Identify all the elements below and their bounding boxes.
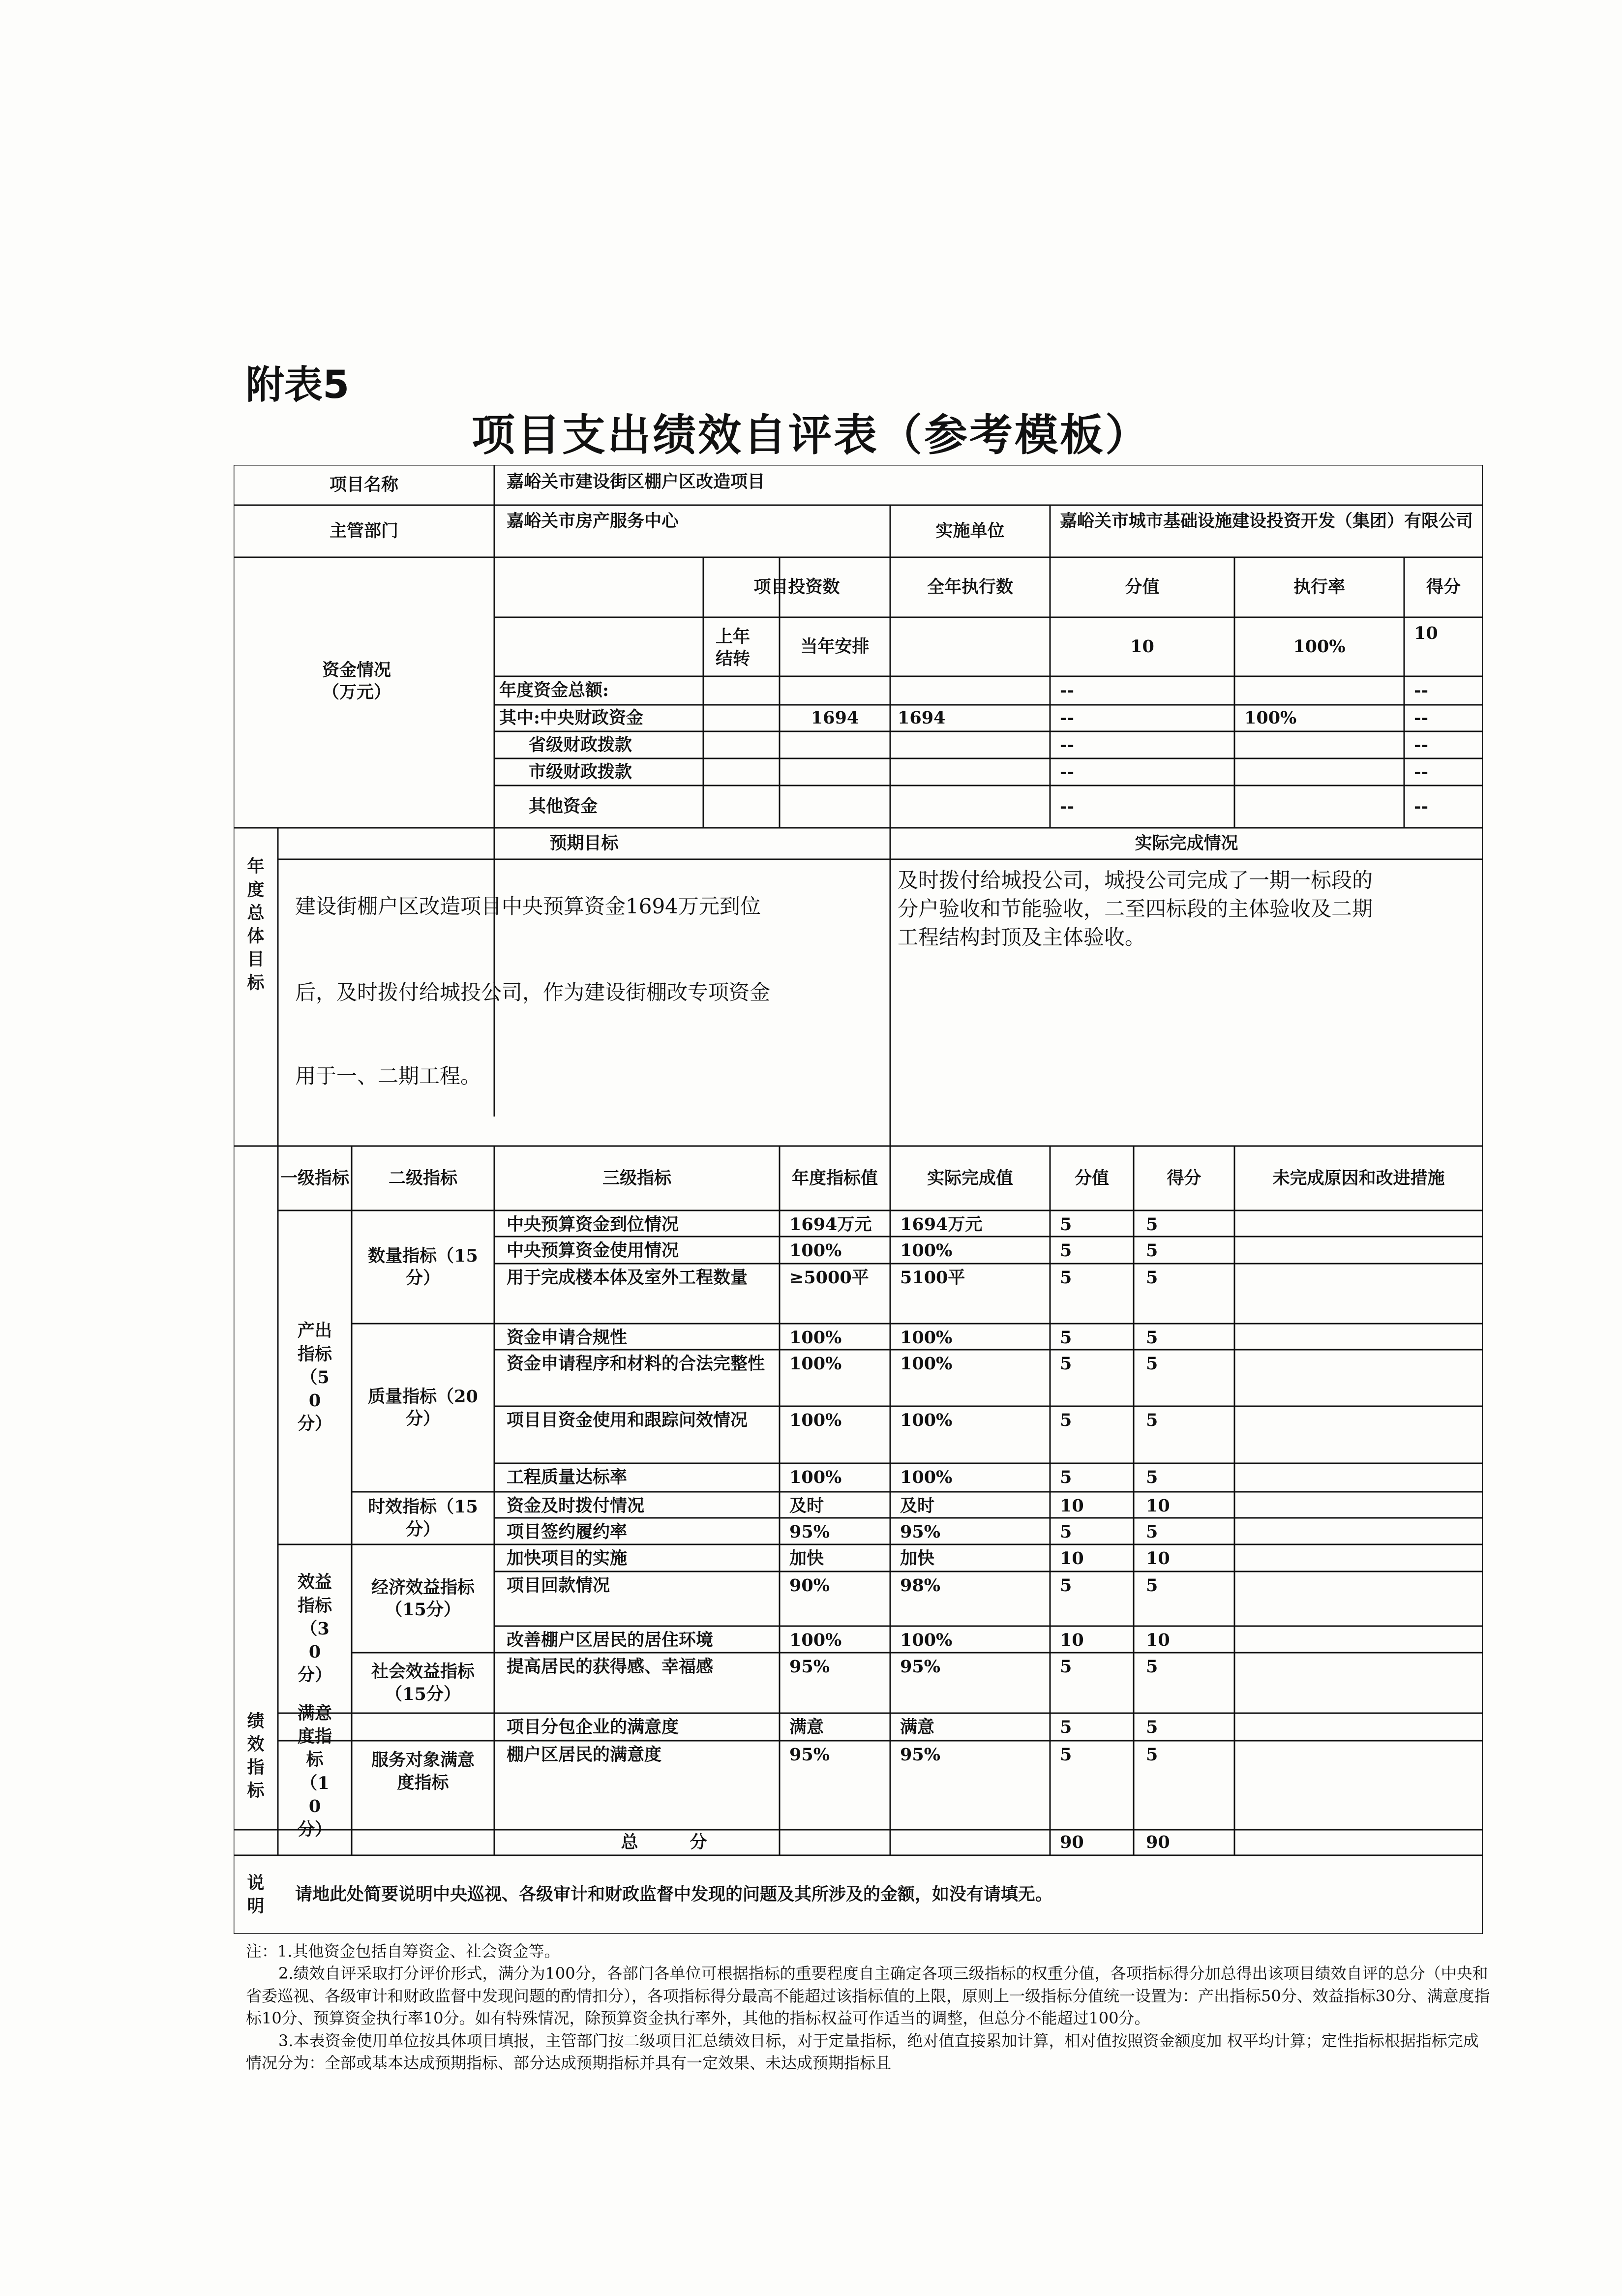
remark-label-text: 说明 bbox=[247, 1873, 265, 1916]
perf-row-actual: 95% bbox=[900, 1745, 940, 1765]
perf-row-got: 5 bbox=[1146, 1467, 1158, 1487]
level1-benefit bbox=[295, 1544, 334, 1713]
funds-col-got: 得分 bbox=[1426, 577, 1461, 598]
perf-row-score: 5 bbox=[1060, 1575, 1072, 1596]
goals-expected-label: 预期目标 bbox=[549, 833, 619, 854]
perf-row-score: 10 bbox=[1060, 1548, 1084, 1569]
perf-row-name: 资金申请合规性 bbox=[507, 1328, 628, 1348]
perf-row-score: 10 bbox=[1060, 1630, 1084, 1650]
perf-row-actual: 95% bbox=[900, 1522, 940, 1542]
perf-row-target: 90% bbox=[789, 1575, 830, 1596]
perf-row-got: 10 bbox=[1146, 1496, 1170, 1516]
perf-row-name: 提高居民的获得感、幸福感 bbox=[507, 1657, 714, 1677]
perf-header: 一级指标 bbox=[280, 1168, 349, 1188]
funds-row-rate: 100% bbox=[1244, 708, 1297, 728]
funds-row-rate bbox=[1244, 731, 1392, 758]
perf-label-text: 绩效指标 bbox=[247, 1711, 265, 1801]
perf-row-score: 5 bbox=[1060, 1410, 1072, 1430]
note-1: 注：1.其他资金包括自筹资金、社会资金等。 bbox=[246, 1942, 560, 1961]
funds-score-total: 10 bbox=[1130, 636, 1154, 657]
funds-row-label: 年度资金总额: bbox=[499, 680, 609, 701]
goals-expected-line: 后，及时拨付给城投公司，作为建设街棚改专项资金 bbox=[295, 980, 771, 1004]
funds-col-rate: 执行率 bbox=[1293, 577, 1345, 598]
perf-row-score: 5 bbox=[1060, 1467, 1072, 1487]
perf-row-target: 100% bbox=[789, 1630, 842, 1650]
dept-label: 主管部门 bbox=[329, 521, 398, 542]
perf-row-target: 100% bbox=[789, 1410, 842, 1430]
funds-row-score: -- bbox=[1060, 734, 1075, 755]
perf-row-target: 100% bbox=[789, 1467, 842, 1487]
perf-row-target: 满意 bbox=[789, 1717, 824, 1737]
perf-row-score: 5 bbox=[1060, 1657, 1072, 1677]
perf-row-actual: 100% bbox=[900, 1328, 953, 1348]
perf-row-target: 及时 bbox=[789, 1496, 824, 1516]
funds-row-score: -- bbox=[1060, 680, 1075, 701]
level2-timeliness: 时效指标（15分） bbox=[368, 1497, 478, 1540]
funds-got-total: 10 bbox=[1414, 623, 1438, 643]
notes bbox=[246, 1940, 1490, 2075]
level2-economic: 经济效益指标（15分） bbox=[371, 1577, 475, 1620]
funds-col-score: 分值 bbox=[1125, 577, 1160, 598]
perf-row-actual: 98% bbox=[900, 1575, 940, 1596]
level2-quality: 质量指标（20分） bbox=[368, 1386, 478, 1429]
perf-row-target: 100% bbox=[789, 1328, 842, 1348]
total-label: 总 分 bbox=[621, 1832, 707, 1853]
level1-satisfaction bbox=[295, 1703, 334, 1840]
perf-row-got: 5 bbox=[1146, 1410, 1158, 1430]
perf-row-target: 95% bbox=[789, 1657, 830, 1677]
goals-actual-line: 及时拨付给城投公司，城投公司完成了一期一标段的 bbox=[898, 868, 1373, 892]
perf-row-name: 工程质量达标率 bbox=[507, 1467, 628, 1487]
perf-row-actual: 100% bbox=[900, 1354, 953, 1374]
perf-row-actual: 满意 bbox=[900, 1717, 935, 1737]
goals-label-text: 年度总体目标 bbox=[247, 856, 265, 993]
funds-row-label: 市级财政拨款 bbox=[529, 761, 632, 782]
perf-row-name: 中央预算资金到位情况 bbox=[507, 1214, 679, 1235]
funds-row-got: -- bbox=[1414, 761, 1429, 782]
funds-col-exec: 全年执行数 bbox=[927, 577, 1013, 598]
funds-col-invest: 项目投资数 bbox=[753, 577, 840, 598]
funds-row-cur bbox=[780, 676, 890, 705]
perf-row-score: 5 bbox=[1060, 1354, 1072, 1374]
goals-actual-label: 实际完成情况 bbox=[1135, 833, 1238, 854]
funds-row-score: -- bbox=[1060, 796, 1075, 817]
perf-row-name: 项目回款情况 bbox=[507, 1575, 610, 1596]
funds-label: 资金情况（万元） bbox=[322, 660, 391, 702]
project-name-value: 嘉峪关市建设街区棚户区改造项目 bbox=[507, 472, 765, 492]
perf-row-target: 加快 bbox=[789, 1548, 824, 1569]
funds-row-exec bbox=[898, 785, 1045, 828]
perf-label bbox=[236, 1694, 275, 1817]
funds-row-cur bbox=[780, 731, 890, 758]
funds-row-prev bbox=[703, 705, 780, 731]
funds-rate-total: 100% bbox=[1293, 636, 1346, 657]
perf-row-got: 5 bbox=[1146, 1575, 1158, 1596]
perf-row-got: 5 bbox=[1146, 1268, 1158, 1288]
project-name-label: 项目名称 bbox=[329, 475, 398, 495]
perf-header: 三级指标 bbox=[602, 1168, 671, 1188]
perf-row-got: 10 bbox=[1146, 1630, 1170, 1650]
funds-row-score: -- bbox=[1060, 761, 1075, 782]
perf-row-name: 项目签约履约率 bbox=[507, 1522, 628, 1542]
remark-text: 请地此处简要说明中央巡视、各级审计和财政监督中发现的问题及其所涉及的金额，如没有请填无。 bbox=[295, 1884, 1053, 1905]
perf-row-target: 95% bbox=[789, 1745, 830, 1765]
total-score: 90 bbox=[1060, 1832, 1084, 1853]
funds-row-exec bbox=[898, 676, 1045, 705]
perf-header: 得分 bbox=[1167, 1168, 1201, 1188]
perf-header: 未完成原因和改进措施 bbox=[1272, 1168, 1445, 1188]
funds-row-rate bbox=[1244, 676, 1392, 705]
perf-row-target: 1694万元 bbox=[789, 1214, 872, 1235]
perf-row-got: 5 bbox=[1146, 1328, 1158, 1348]
unit-value: 嘉峪关市城市基础设施建设投资开发（集团）有限公司 bbox=[1060, 511, 1473, 531]
perf-row-target: ≥5000平 bbox=[789, 1268, 869, 1288]
funds-row-cur bbox=[780, 785, 890, 828]
funds-row-rate bbox=[1244, 758, 1392, 785]
funds-sub-prev: 上年结转 bbox=[715, 626, 750, 669]
level1-output-text: 产出指标（50分） bbox=[298, 1321, 332, 1434]
funds-row-prev bbox=[703, 731, 780, 758]
perf-row-target: 100% bbox=[789, 1354, 842, 1374]
goals-actual-line: 工程结构封顶及主体验收。 bbox=[898, 925, 1146, 949]
funds-row-label: 省级财政拨款 bbox=[529, 734, 632, 755]
perf-row-actual: 1694万元 bbox=[900, 1214, 983, 1235]
perf-row-actual: 加快 bbox=[900, 1548, 935, 1569]
perf-row-score: 5 bbox=[1060, 1522, 1072, 1542]
perf-row-got: 5 bbox=[1146, 1717, 1158, 1737]
perf-row-got: 5 bbox=[1146, 1240, 1158, 1261]
perf-row-score: 5 bbox=[1060, 1717, 1072, 1737]
level2-social: 社会效益指标（15分） bbox=[371, 1662, 475, 1704]
page-title: 项目支出绩效自评表（参考模板） bbox=[471, 409, 1150, 460]
funds-row-exec bbox=[898, 758, 1045, 785]
perf-row-name: 中央预算资金使用情况 bbox=[507, 1240, 679, 1261]
funds-row-got: -- bbox=[1414, 796, 1429, 817]
note-3: 3.本表资金使用单位按具体项目填报，主管部门按二级项目汇总绩效目标，对于定量指标，绝对值直接累加计算，相对值按照资金额度加 权平均计算；定性指标根据指标完成情况分为：全部或基本达成预期指标、部分达成预期指标并具有一定效果、未达成预期指标且 bbox=[246, 2031, 1479, 2073]
dept-value: 嘉峪关市房产服务中心 bbox=[507, 511, 679, 531]
perf-row-actual: 100% bbox=[900, 1467, 953, 1487]
funds-row-label: 其他资金 bbox=[529, 796, 598, 817]
perf-row-got: 10 bbox=[1146, 1548, 1170, 1569]
funds-row-got: -- bbox=[1414, 680, 1429, 701]
perf-row-actual: 100% bbox=[900, 1630, 953, 1650]
funds-row-prev bbox=[703, 758, 780, 785]
funds-row-exec: 1694 bbox=[898, 708, 946, 728]
note-2: 2.绩效自评采取打分评价形式，满分为100分，各部门各单位可根据指标的重要程度自主确定各项三级指标的权重分值，各项指标得分加总得出该项目绩效自评的总分（中央和省委巡视、各级审计和财政监督中发现问题的酌情扣分），各项指标得分最高不能超过该指标值的上限，原则上一级指标分值统一设置为：产出指标50分、效益指标30分、满意度指标10分、预算资金执行率10分。如有特殊情况，除预算资金执行率外，其他的指标权益可作适当的调整，但总分不能超过100分。 bbox=[246, 1964, 1490, 2028]
perf-header: 分值 bbox=[1074, 1168, 1109, 1188]
level1-benefit-text: 效益指标（30分） bbox=[298, 1572, 332, 1686]
funds-row-got: -- bbox=[1414, 734, 1429, 755]
perf-row-actual: 5100平 bbox=[900, 1268, 965, 1288]
perf-row-actual: 95% bbox=[900, 1657, 940, 1677]
level1-output bbox=[295, 1210, 334, 1544]
perf-row-actual: 100% bbox=[900, 1410, 953, 1430]
funds-row-exec bbox=[898, 731, 1045, 758]
funds-sub-cur: 当年安排 bbox=[800, 636, 870, 657]
unit-label: 实施单位 bbox=[935, 521, 1005, 542]
level2-service: 服务对象满意度指标 bbox=[371, 1750, 475, 1793]
goals-expected-line: 用于一、二期工程。 bbox=[295, 1064, 481, 1088]
perf-row-got: 5 bbox=[1146, 1522, 1158, 1542]
funds-row-score: -- bbox=[1060, 708, 1075, 728]
perf-row-score: 5 bbox=[1060, 1240, 1072, 1261]
perf-row-target: 95% bbox=[789, 1522, 830, 1542]
perf-row-name: 用于完成楼本体及室外工程数量 bbox=[507, 1268, 748, 1288]
perf-row-score: 10 bbox=[1060, 1496, 1084, 1516]
perf-row-score: 5 bbox=[1060, 1328, 1072, 1348]
total-got: 90 bbox=[1146, 1832, 1170, 1853]
perf-row-got: 5 bbox=[1146, 1214, 1158, 1235]
evaluation-form bbox=[234, 465, 1483, 1934]
funds-row-label: 其中:中央财政资金 bbox=[499, 708, 643, 728]
perf-row-got: 5 bbox=[1146, 1354, 1158, 1374]
perf-header: 实际完成值 bbox=[927, 1168, 1013, 1188]
perf-row-score: 5 bbox=[1060, 1214, 1072, 1235]
perf-row-score: 5 bbox=[1060, 1268, 1072, 1288]
funds-row-rate bbox=[1244, 785, 1392, 828]
perf-row-name: 棚户区居民的满意度 bbox=[507, 1745, 662, 1765]
perf-row-got: 5 bbox=[1146, 1657, 1158, 1677]
perf-row-got: 5 bbox=[1146, 1745, 1158, 1765]
perf-row-name: 项目分包企业的满意度 bbox=[507, 1717, 679, 1737]
funds-row-cur: 1694 bbox=[811, 708, 859, 728]
goals-actual-line: 分户验收和节能验收，二至四标段的主体验收及二期 bbox=[898, 897, 1373, 921]
perf-row-name: 资金及时拨付情况 bbox=[507, 1496, 645, 1516]
perf-row-actual: 100% bbox=[900, 1240, 953, 1261]
perf-row-name: 加快项目的实施 bbox=[507, 1548, 628, 1569]
goals-expected-line: 建设街棚户区改造项目中央预算资金1694万元到位 bbox=[295, 894, 761, 918]
funds-row-cur bbox=[780, 758, 890, 785]
perf-header: 二级指标 bbox=[388, 1168, 457, 1188]
appendix-label: 附表5 bbox=[246, 363, 350, 407]
perf-row-actual: 及时 bbox=[900, 1496, 935, 1516]
level1-satisfaction-text: 满意度指标（10分） bbox=[298, 1703, 332, 1840]
goals-label bbox=[236, 834, 275, 1016]
perf-row-name: 改善棚户区居民的居住环境 bbox=[507, 1630, 714, 1650]
perf-row-name: 项目目资金使用和跟踪问效情况 bbox=[507, 1410, 748, 1430]
perf-row-name: 资金申请程序和材料的合法完整性 bbox=[507, 1354, 765, 1374]
funds-row-prev bbox=[703, 785, 780, 828]
funds-row-prev bbox=[703, 676, 780, 705]
perf-row-target: 100% bbox=[789, 1240, 842, 1261]
funds-row-got: -- bbox=[1414, 708, 1429, 728]
perf-header: 年度指标值 bbox=[791, 1168, 878, 1188]
perf-row-score: 5 bbox=[1060, 1745, 1072, 1765]
remark-label bbox=[236, 1855, 275, 1934]
level2-quantity: 数量指标（15分） bbox=[368, 1245, 478, 1288]
